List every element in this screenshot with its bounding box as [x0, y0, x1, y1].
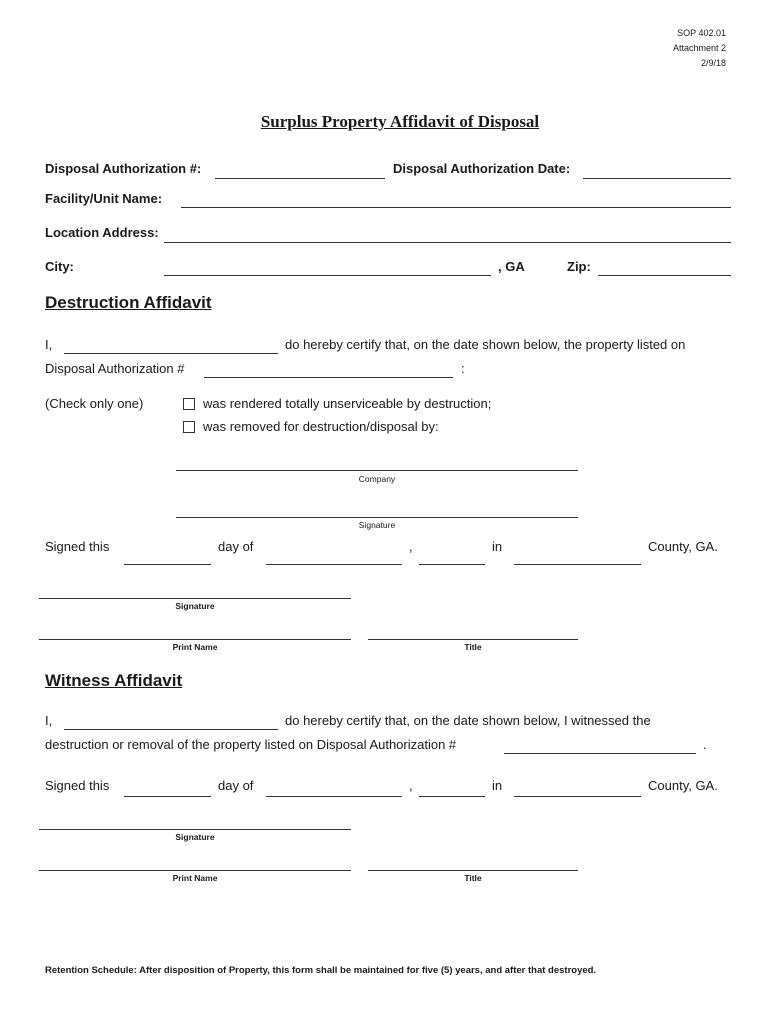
city-label: City:	[45, 259, 74, 274]
auth-date-label: Disposal Authorization Date:	[393, 161, 571, 176]
witness-day-field[interactable]	[124, 796, 211, 797]
witness-title-field[interactable]	[368, 870, 578, 871]
destruction-certify-text: do hereby certify that, on the date shown below, the property listed on	[285, 337, 686, 352]
zip-field[interactable]	[598, 275, 731, 276]
destruction-county-field[interactable]	[514, 564, 641, 565]
witness-signed-this: Signed this	[45, 778, 110, 793]
auth-date-field[interactable]	[583, 178, 731, 179]
facility-field[interactable]	[181, 207, 731, 208]
destruction-name-field[interactable]	[64, 353, 278, 354]
destruction-print-name-caption: Print Name	[172, 642, 218, 652]
option-removed-label: was removed for destruction/disposal by:	[203, 419, 439, 434]
witness-month-field[interactable]	[266, 796, 402, 797]
option-removed-checkbox[interactable]	[183, 421, 195, 433]
company-caption: Company	[358, 474, 396, 484]
destruction-month-field[interactable]	[266, 564, 402, 565]
destruction-auth-label: Disposal Authorization #	[45, 361, 185, 376]
destruction-signature-caption: Signature	[175, 601, 215, 611]
check-only-one-label: (Check only one)	[45, 396, 144, 411]
destruction-comma: ,	[409, 539, 413, 554]
witness-signature-field[interactable]	[39, 829, 351, 830]
witness-certify-text: do hereby certify that, on the date shown below, I witnessed the	[285, 713, 651, 728]
page-title: Surplus Property Affidavit of Disposal	[260, 112, 540, 131]
facility-label: Facility/Unit Name:	[45, 191, 163, 206]
destruction-title-caption: Title	[464, 642, 482, 652]
destruction-year-field[interactable]	[419, 564, 485, 565]
destruction-print-name-field[interactable]	[39, 639, 351, 640]
company-signature-field[interactable]	[176, 517, 578, 518]
destruction-in: in	[492, 539, 503, 554]
zip-label: Zip:	[567, 259, 591, 274]
city-field[interactable]	[164, 275, 491, 276]
witness-in: in	[492, 778, 503, 793]
option-unserviceable-label: was rendered totally unserviceable by destruction;	[203, 396, 492, 411]
witness-county-field[interactable]	[514, 796, 641, 797]
witness-print-name-caption: Print Name	[172, 873, 218, 883]
destruction-day-field[interactable]	[124, 564, 211, 565]
witness-name-field[interactable]	[64, 729, 278, 730]
destruction-title-field[interactable]	[368, 639, 578, 640]
witness-signature-caption: Signature	[175, 832, 215, 842]
auth-num-field[interactable]	[215, 178, 385, 179]
witness-title-caption: Title	[464, 873, 482, 883]
retention-schedule: Retention Schedule: After disposition of Property, this form shall be maintained for five (5) years, and after that destroyed.	[45, 965, 597, 976]
witness-line2-text: destruction or removal of the property listed on Disposal Authorization #	[45, 737, 457, 752]
destruction-auth-field[interactable]	[204, 377, 453, 378]
witness-print-name-field[interactable]	[39, 870, 351, 871]
witness-comma: ,	[409, 778, 413, 793]
attachment-label: Attachment 2	[672, 43, 726, 53]
destruction-county-label: County, GA.	[648, 539, 718, 554]
destruction-day-of: day of	[218, 539, 254, 554]
witness-period: .	[703, 737, 707, 752]
destruction-i-label: I,	[45, 337, 53, 352]
sop-number: SOP 402.01	[677, 28, 726, 38]
revision-date: 2/9/18	[700, 58, 726, 68]
option-unserviceable-checkbox[interactable]	[183, 398, 195, 410]
destruction-signed-this: Signed this	[45, 539, 110, 554]
auth-num-label: Disposal Authorization #:	[45, 161, 202, 176]
destruction-heading: Destruction Affidavit	[45, 293, 212, 312]
location-field[interactable]	[164, 242, 731, 243]
witness-i-label: I,	[45, 713, 53, 728]
destruction-colon: :	[461, 361, 465, 376]
destruction-signature-field[interactable]	[39, 598, 351, 599]
state-label: , GA	[498, 259, 525, 274]
witness-year-field[interactable]	[419, 796, 485, 797]
witness-county-label: County, GA.	[648, 778, 718, 793]
company-field[interactable]	[176, 470, 578, 471]
witness-auth-field[interactable]	[504, 753, 696, 754]
witness-heading: Witness Affidavit	[45, 671, 183, 690]
company-signature-caption: Signature	[358, 520, 396, 530]
location-label: Location Address:	[45, 225, 159, 240]
witness-day-of: day of	[218, 778, 254, 793]
